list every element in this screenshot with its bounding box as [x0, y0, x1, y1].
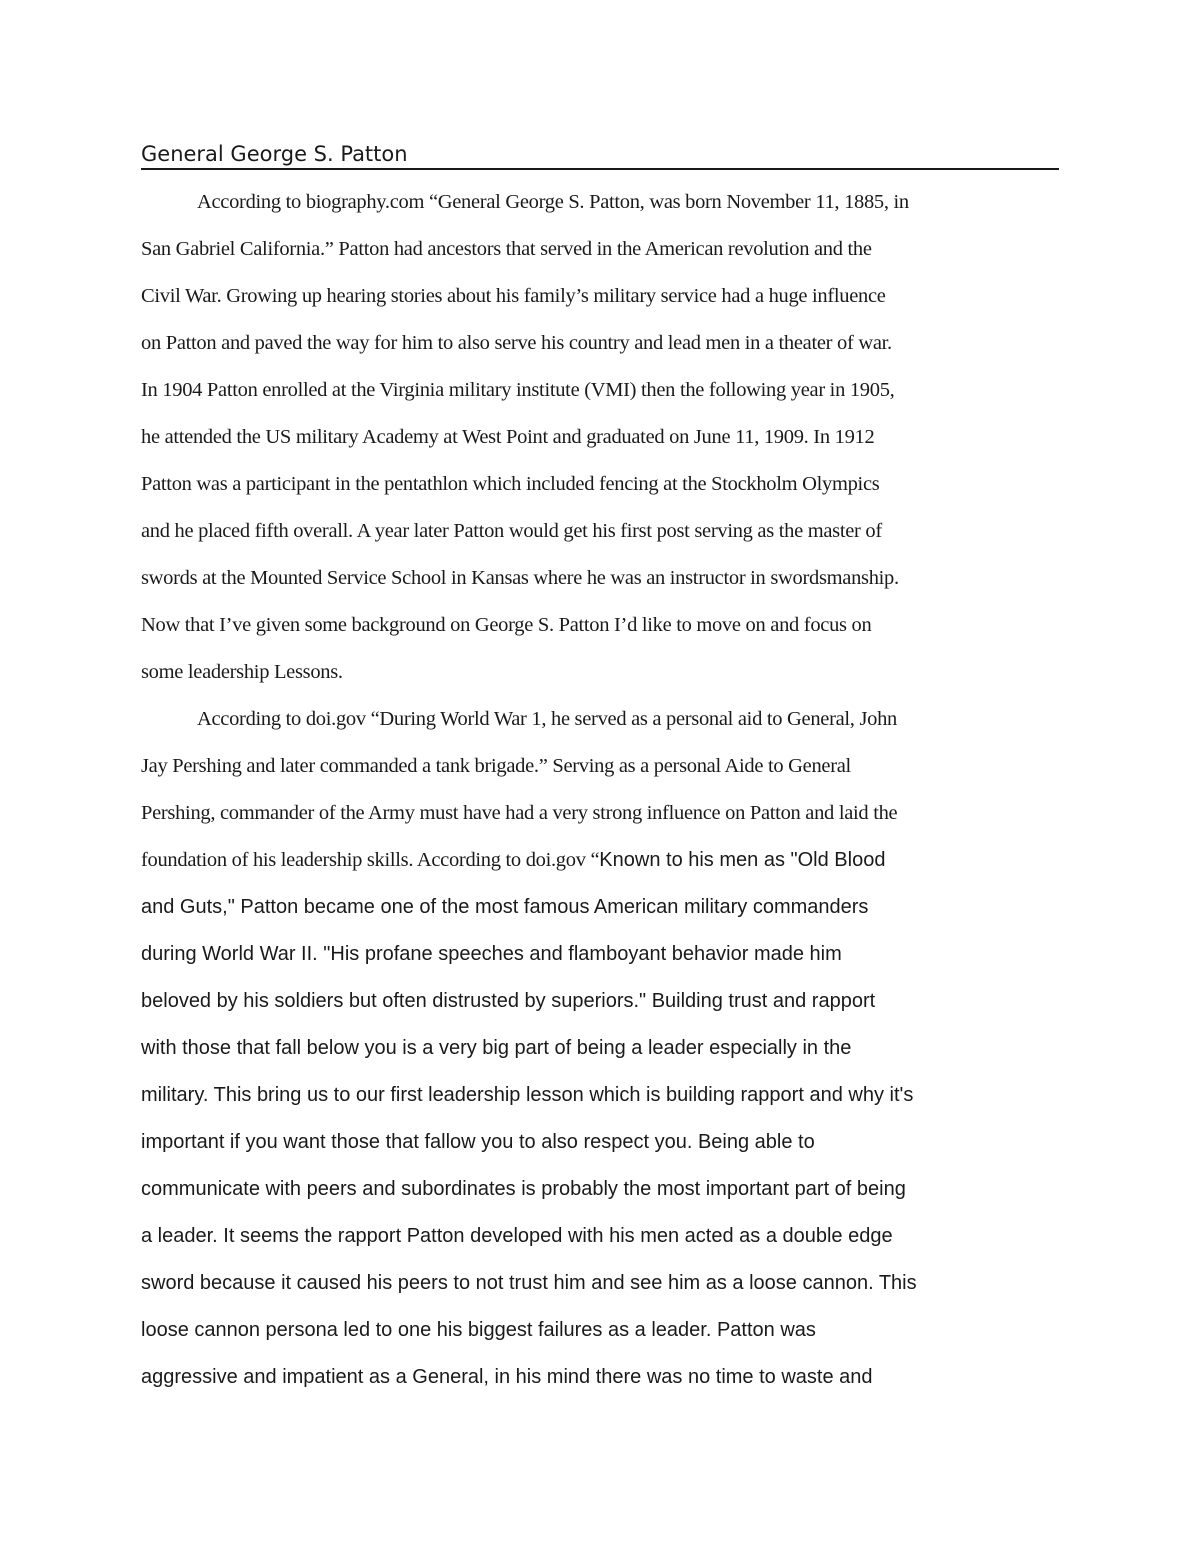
- document-body: [141, 179, 1081, 1401]
- text-line: beloved by his soldiers but often distrusted by superiors." Building trust and rapport: [141, 990, 876, 1012]
- text-line: during World War II. "His profane speeches and flamboyant behavior made him: [141, 943, 842, 965]
- text-line-serif-part: foundation of his leadership skills. According to doi.gov “: [141, 849, 600, 871]
- text-line: swords at the Mounted Service School in Kansas where he was an instructor in swordsmanship.: [141, 567, 899, 589]
- text-line: San Gabriel California.” Patton had ancestors that served in the American revolution and the: [141, 238, 872, 260]
- text-line: Jay Pershing and later commanded a tank brigade.” Serving as a personal Aide to General: [141, 755, 851, 777]
- text-line: on Patton and paved the way for him to also serve his country and lead men in a theater of war.: [141, 332, 892, 354]
- text-line: According to doi.gov “During World War 1, he served as a personal aid to General, John: [197, 708, 897, 730]
- text-line: aggressive and impatient as a General, in his mind there was no time to waste and: [141, 1366, 873, 1388]
- text-line: important if you want those that fallow you to also respect you. Being able to: [141, 1131, 815, 1153]
- title-row: [141, 140, 1059, 170]
- text-line: sword because it caused his peers to not trust him and see him as a loose cannon. This: [141, 1272, 917, 1294]
- text-line: and he placed fifth overall. A year later Patton would get his first post serving as the master of: [141, 520, 882, 542]
- text-line-sans-part: Known to his men as "Old Blood: [599, 849, 886, 871]
- text-line: he attended the US military Academy at West Point and graduated on June 11, 1909. In 1912: [141, 426, 875, 448]
- text-line: In 1904 Patton enrolled at the Virginia military institute (VMI) then the following year in 1905,: [141, 379, 895, 401]
- text-line: a leader. It seems the rapport Patton developed with his men acted as a double edge: [141, 1225, 893, 1247]
- text-line: According to biography.com “General George S. Patton, was born November 11, 1885, in: [197, 191, 909, 213]
- text-line: Pershing, commander of the Army must have had a very strong influence on Patton and laid the: [141, 802, 898, 824]
- text-line: Patton was a participant in the pentathlon which included fencing at the Stockholm Olympics: [141, 473, 880, 495]
- text-line: and Guts," Patton became one of the most famous American military commanders: [141, 896, 869, 918]
- text-line: military. This bring us to our first leadership lesson which is building rapport and why it's: [141, 1084, 914, 1106]
- text-line: some leadership Lessons.: [141, 661, 343, 683]
- text-line: Civil War. Growing up hearing stories about his family’s military service had a huge influence: [141, 285, 886, 307]
- text-line: loose cannon persona led to one his biggest failures as a leader. Patton was: [141, 1319, 816, 1341]
- text-line: with those that fall below you is a very big part of being a leader especially in the: [141, 1037, 852, 1059]
- text-line: Now that I’ve given some background on George S. Patton I’d like to move on and focus on: [141, 614, 872, 636]
- document-title: General George S. Patton: [141, 142, 408, 166]
- text-line: communicate with peers and subordinates is probably the most important part of being: [141, 1178, 906, 1200]
- text-line: [141, 837, 1081, 884]
